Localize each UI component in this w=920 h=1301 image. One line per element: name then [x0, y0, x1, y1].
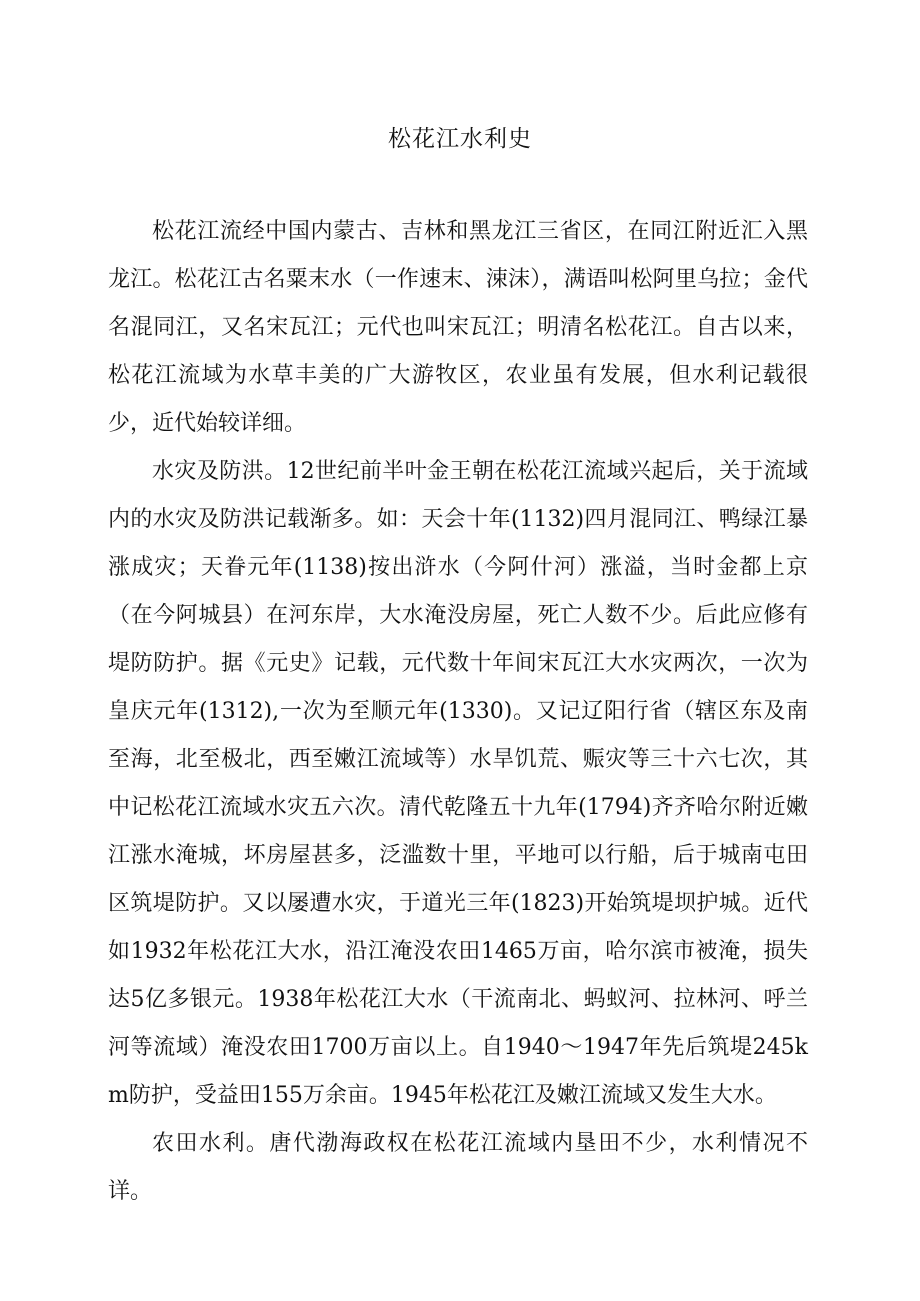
document-body	[108, 208, 808, 1216]
document-title: 松花江水利史	[388, 126, 532, 152]
paragraph-flood-control: 水灾及防洪。12世纪前半叶金王朝在松花江流域兴起后，关于流域内的水灾及防洪记载渐多。如：天会十年(1132)四月混同江、鸭绿江暴涨成灾；天眷元年(1138)按出浒水（今阿什河）涨溢，当时金都上京（在今阿城县）在河东岸，大水淹没房屋，死亡人数不少。后此应修有堤防防护。据《元史》记载，元代数十年间宋瓦江大水灾两次，一次为皇庆元年(1312),一次为至顺元年(1330)。又记辽阳行省（辖区东及南至海，北至极北，西至嫩江流域等）水旱饥荒、赈灾等三十六七次，其中记松花江流域水灾五六次。清代乾隆五十九年(1794)齐齐哈尔附近嫩江涨水淹城，坏房屋甚多，泛滥数十里，平地可以行船，后于城南屯田区筑堤防护。又以屡遭水灾，于道光三年(1823)开始筑堤坝护城。近代如1932年松花江大水，沿江淹没农田1465万亩，哈尔滨市被淹，损失达5亿多银元。1938年松花江大水（干流南北、蚂蚁河、拉林河、呼兰河等流域）淹没农田1700万亩以上。自1940～1947年先后筑堤245km防护，受益田155万余亩。1945年松花江及嫩江流域又发生大水。	[108, 459, 808, 1108]
paragraph-intro: 松花江流经中国内蒙古、吉林和黑龙江三省区，在同江附近汇入黑龙江。松花江古名粟末水（一作速末、涑沫），满语叫松阿里乌拉；金代名混同江，又名宋瓦江；元代也叫宋瓦江；明清名松花江。自古以来，松花江流域为水草丰美的广大游牧区，农业虽有发展，但水利记载很少，近代始较详细。	[108, 219, 808, 436]
paragraph-farmland-irrigation: 农田水利。唐代渤海政权在松花江流域内垦田不少，水利情况不详。	[108, 1131, 808, 1204]
